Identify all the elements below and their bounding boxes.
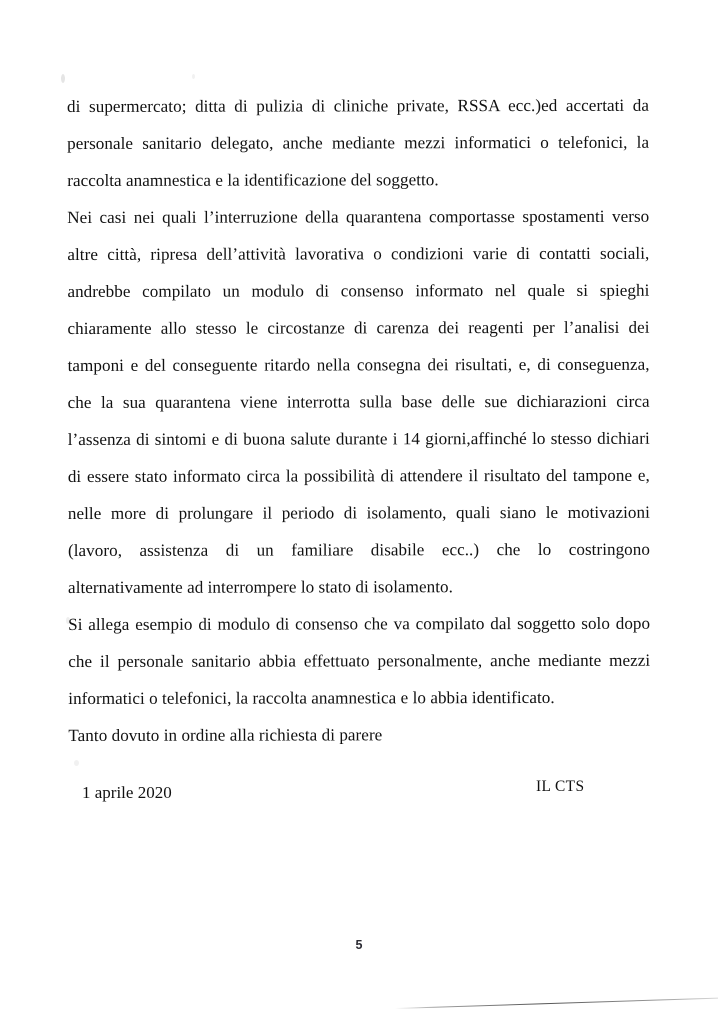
scan-speckle-artifact (192, 74, 195, 79)
page-number: 5 (355, 938, 363, 952)
document-body (67, 88, 649, 754)
scan-speckle-artifact (74, 760, 79, 766)
text-skew-wrapper (67, 87, 650, 754)
paragraph-attachment-notice: Si allega esempio di modulo di consenso che va compilato dal soggetto solo dopo che il personale sanitario abbia effettuato personalmente, anche mediante mezzi informatici o telefonici, la raccolta anamnestica e lo abbia identificato. (68, 613, 651, 708)
paragraph-continuation: di supermercato; ditta di pulizia di cliniche private, RSSA ecc.)ed accertati da personale sanitario delegato, anche mediante mezzi informatici o telefonici, la raccolta anamnestica e la identificazione del soggetto. (67, 95, 650, 190)
paragraph-quarantine-consent: Nei casi nei quali l’interruzione della quarantena comportasse spostamenti verso altre città, ripresa dell’attività lavorativa o condizioni varie di contatti sociali, andrebbe compilato un modulo di consenso informato nel quale si spieghi chiaramente allo stesso le circostanze di carenza dei reagenti per l’analisi dei tamponi e del conseguente ritardo nella consegna dei risultati, e, di conseguenza, che la sua quarantena viene interrotta sulla base delle sue dichiarazioni circa l’assenza di sintomi e di buona salute durante i 14 giorni,affinché lo stesso dichiari di essere stato informato circa la possibilità di attendere il risultato del tampone e, nelle more di prolungare il periodo di isolamento, quali siano le motivazioni (lavoro, assistenza di un familiare disabile ecc..) che lo costringono alternativamente ad interrompere lo stato di isolamento. (67, 206, 650, 597)
paragraph-closing: Tanto dovuto in ordine alla richiesta di parere (68, 725, 383, 745)
scan-edge-artifact (395, 997, 718, 1009)
signer-name: IL CTS (536, 778, 585, 795)
scan-speckle-artifact (61, 74, 65, 83)
document-date: 1 aprile 2020 (82, 783, 172, 802)
signature-block (67, 772, 649, 812)
